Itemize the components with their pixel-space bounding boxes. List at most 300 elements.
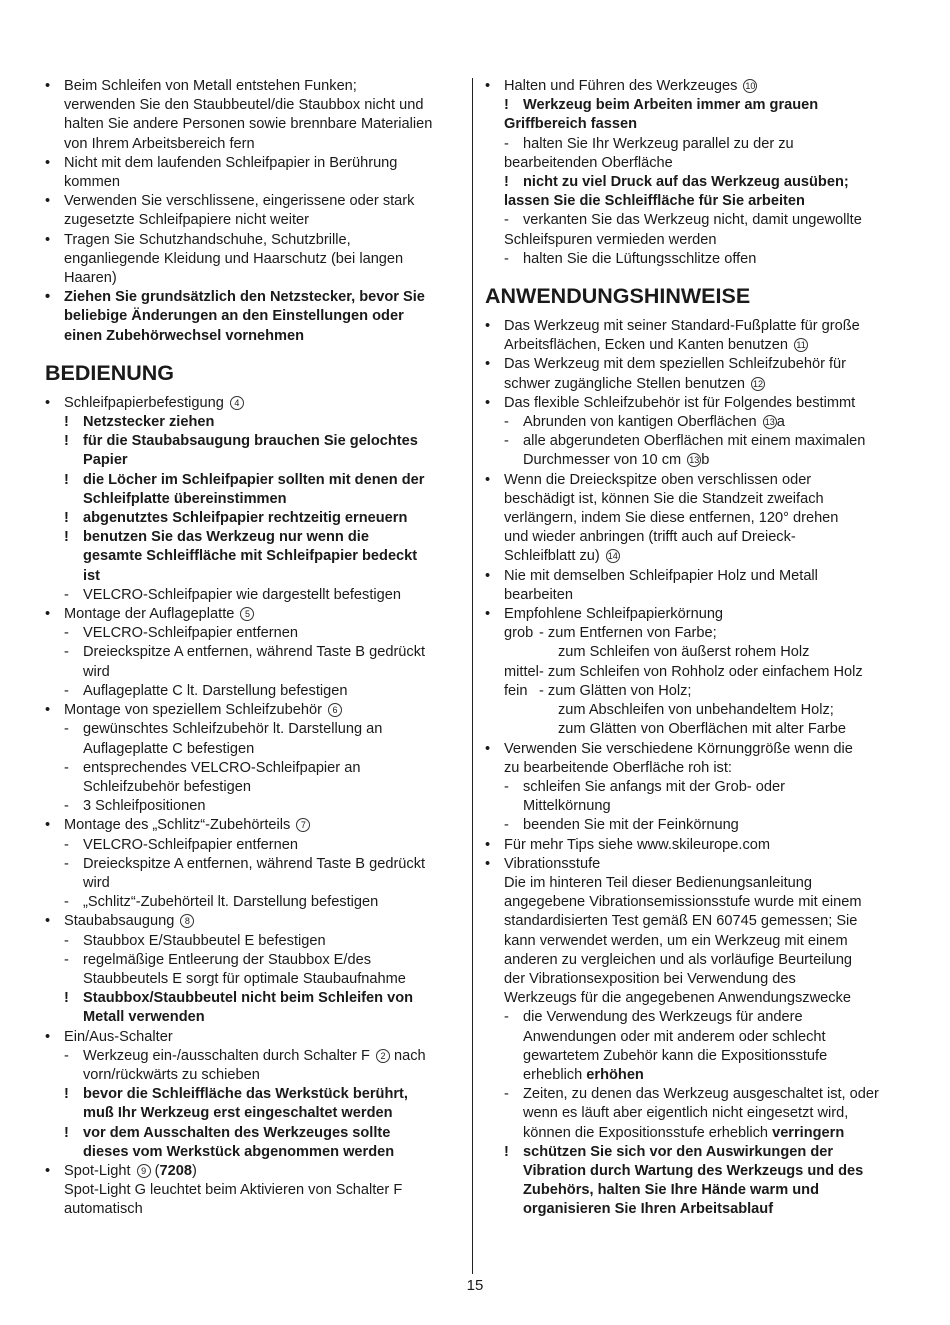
- line-text: [485, 394, 903, 413]
- text-run: Mittelkörnung: [523, 798, 611, 815]
- grit-label: grob: [504, 625, 534, 642]
- text-run: VELCRO-Schleifpapier wie dargestellt befestigen: [83, 586, 401, 603]
- text-run: zum Abschleifen von unbehandeltem Holz;: [558, 702, 834, 719]
- text-run: - zum Schleifen von Rohholz oder einfachem Holz: [539, 663, 863, 680]
- text-line: [485, 509, 903, 528]
- text-run: Griffbereich fassen: [504, 116, 638, 133]
- bullet-marker: •: [485, 394, 491, 411]
- text-run: Auflageplatte C lt. Darstellung befestigen: [83, 682, 348, 699]
- text-run: 3 Schleifpositionen: [83, 798, 206, 815]
- line-text: [485, 317, 903, 336]
- text-run: Verwenden Sie verschlissene, eingerissene oder stark: [64, 193, 415, 210]
- text-line: [45, 211, 463, 230]
- line-text: [485, 778, 903, 797]
- line-text: [485, 528, 903, 547]
- line-text: [45, 1200, 463, 1219]
- text-run: die Löcher im Schleifpapier sollten mit denen der: [83, 471, 425, 488]
- line-text: [45, 231, 463, 250]
- line-text: [45, 173, 463, 192]
- line-text: [45, 528, 463, 547]
- text-run: Staubbeutels E sorgt für optimale Staubaufnahme: [83, 970, 406, 987]
- text-line: [485, 1162, 903, 1181]
- text-line: [485, 528, 903, 547]
- text-line: [485, 1028, 903, 1047]
- line-text: [485, 1200, 903, 1219]
- text-run: wenn es läuft aber eigentlich nicht eingesetzt wird,: [523, 1105, 849, 1122]
- text-run: Staubbox E/Staubbeutel E befestigen: [83, 932, 326, 949]
- line-text: [485, 154, 903, 173]
- dash-marker: -: [504, 433, 509, 450]
- line-text: [45, 1047, 463, 1066]
- text-run: wird: [83, 663, 110, 680]
- line-text: [485, 874, 903, 893]
- line-text: [45, 509, 463, 528]
- line-text: [45, 912, 463, 931]
- text-run: (: [150, 1162, 160, 1179]
- text-line: [485, 624, 903, 643]
- line-text: [45, 1008, 463, 1027]
- dash-marker: -: [64, 586, 69, 603]
- line-text: [45, 413, 463, 432]
- text-run: verkanten Sie das Werkzeug nicht, damit ungewollte: [523, 212, 862, 229]
- text-run: schützen Sie sich vor den Auswirkungen der: [523, 1143, 834, 1160]
- text-line: [45, 605, 463, 624]
- text-line: [485, 1066, 903, 1085]
- text-run: enganliegende Kleidung und Haarschutz (bei langen: [64, 250, 404, 267]
- text-line: [485, 192, 903, 211]
- text-line: [45, 912, 463, 931]
- dash-marker: -: [504, 1009, 509, 1026]
- line-text: [45, 951, 463, 970]
- dash-marker: -: [504, 817, 509, 834]
- text-run: Vibration durch Wartung des Werkzeugs und des: [523, 1162, 864, 1179]
- text-run: Montage des „Schlitz“-Zubehörteils: [64, 817, 291, 834]
- text-run: Spot-Light: [64, 1162, 131, 1179]
- text-run: Vibrationsstufe: [504, 855, 601, 872]
- line-text: [45, 836, 463, 855]
- warning-marker: !: [64, 1086, 69, 1103]
- text-line: [485, 874, 903, 893]
- text-line: [45, 970, 463, 989]
- figure-reference-icon: 4: [230, 396, 244, 410]
- text-run: dieses vom Werkstück abgenommen werden: [83, 1143, 395, 1160]
- text-run: kommen: [64, 174, 120, 191]
- line-text: [45, 855, 463, 874]
- text-line: [485, 375, 903, 394]
- text-line: [485, 701, 903, 720]
- line-text: [485, 509, 903, 528]
- line-text: [485, 701, 903, 720]
- text-run: vor dem Ausschalten des Werkzeuges sollte: [83, 1124, 391, 1141]
- bold-text-run: verringern: [772, 1124, 845, 1141]
- text-line: [485, 797, 903, 816]
- text-line: [485, 663, 903, 682]
- text-run: kann verwendet werden, um ein Werkzeug mit einem: [504, 932, 848, 949]
- text-line: [485, 778, 903, 797]
- text-line: [45, 547, 463, 566]
- line-text: [485, 682, 903, 701]
- text-run: Arbeitsflächen, Ecken und Kanten benutzen: [504, 337, 788, 354]
- text-line: [45, 1008, 463, 1027]
- dash-marker: -: [64, 682, 69, 699]
- text-run: Abrunden von kantigen Oberflächen: [523, 414, 757, 431]
- bullet-marker: •: [45, 154, 51, 171]
- line-text: [45, 970, 463, 989]
- text-line: [485, 135, 903, 154]
- figure-reference-icon: 11: [794, 338, 808, 352]
- line-text: [45, 682, 463, 701]
- line-text: [485, 740, 903, 759]
- text-run: Dreieckspitze A entfernen, während Taste B gedrückt: [83, 644, 426, 661]
- text-run: abgenutztes Schleifpapier rechtzeitig erneuern: [83, 510, 408, 527]
- text-run: der Vibrationsexposition bei Verwendung des: [504, 970, 796, 987]
- text-run: Auflageplatte C befestigen: [83, 740, 255, 757]
- text-run: Tragen Sie Schutzhandschuhe, Schutzbrille,: [64, 231, 351, 248]
- text-line: [485, 970, 903, 989]
- text-line: [45, 932, 463, 951]
- text-line: [45, 663, 463, 682]
- text-line: [45, 1181, 463, 1200]
- text-line: [485, 605, 903, 624]
- text-line: [45, 643, 463, 662]
- text-line: [45, 586, 463, 605]
- text-run: ): [191, 1162, 197, 1179]
- text-line: [45, 1200, 463, 1219]
- bullet-marker: •: [45, 78, 51, 94]
- text-run: Papier: [83, 452, 128, 469]
- text-line: [485, 154, 903, 173]
- line-text: [45, 932, 463, 951]
- text-line: [485, 471, 903, 490]
- text-run: Ziehen Sie grundsätzlich den Netzstecker, bevor Sie: [64, 289, 425, 306]
- line-text: [485, 1008, 903, 1027]
- text-run: organisieren Sie Ihren Arbeitsablauf: [523, 1201, 774, 1218]
- text-run: Zeiten, zu denen das Werkzeug ausgeschaltet ist, oder: [523, 1086, 879, 1103]
- dash-marker: -: [64, 836, 69, 853]
- line-text: [485, 1028, 903, 1047]
- text-line: [45, 816, 463, 835]
- line-text: [485, 490, 903, 509]
- grit-label: fein: [504, 682, 528, 699]
- text-run: Halten und Führen des Werkzeuges: [504, 78, 738, 94]
- warning-marker: !: [64, 1124, 69, 1141]
- text-line: [45, 77, 463, 96]
- text-run: Anwendungen oder mit anderem oder schlecht: [523, 1028, 826, 1045]
- text-run: benutzen Sie das Werkzeug nur wenn die: [83, 529, 369, 546]
- text-line: [45, 135, 463, 154]
- text-run: bearbeiten: [504, 586, 573, 603]
- text-run: lassen Sie die Schleiffläche für Sie arbeiten: [504, 193, 805, 210]
- text-run: Das Werkzeug mit seiner Standard-Fußplatte für große: [504, 318, 860, 335]
- text-run: VELCRO-Schleifpapier entfernen: [83, 836, 298, 853]
- section-heading: ANWENDUNGSHINWEISE: [485, 284, 751, 309]
- line-text: [45, 778, 463, 797]
- line-text: [45, 893, 463, 912]
- text-line: [485, 336, 903, 355]
- text-line: [485, 1104, 903, 1123]
- line-text: [45, 797, 463, 816]
- line-text: [485, 547, 903, 566]
- text-line: [485, 451, 903, 470]
- text-line: [45, 327, 463, 346]
- warning-marker: !: [64, 510, 69, 527]
- dash-marker: -: [64, 1047, 69, 1064]
- grit-label: mittel: [504, 663, 539, 680]
- bullet-marker: •: [485, 855, 491, 872]
- text-line: [45, 413, 463, 432]
- line-text: [45, 547, 463, 566]
- text-line: [485, 816, 903, 835]
- column-divider: [472, 78, 473, 1274]
- text-line: [485, 720, 903, 739]
- line-text: [485, 624, 903, 643]
- bullet-marker: •: [45, 1162, 51, 1179]
- line-text: [45, 567, 463, 586]
- line-text: [45, 1028, 463, 1047]
- line-text: [485, 471, 903, 490]
- text-line: [485, 250, 903, 269]
- text-run: schwer zugängliche Stellen benutzen: [504, 375, 745, 392]
- text-run: zu bearbeitende Oberfläche roh ist:: [504, 759, 732, 776]
- bullet-marker: •: [485, 471, 491, 488]
- text-line: [485, 1181, 903, 1200]
- bullet-marker: •: [45, 394, 51, 411]
- text-line: [45, 490, 463, 509]
- text-line: [485, 912, 903, 931]
- bold-text-run: erhöhen: [586, 1066, 644, 1083]
- text-line: [485, 115, 903, 134]
- line-text: [485, 1085, 903, 1104]
- bullet-marker: •: [485, 78, 491, 94]
- bullet-marker: •: [45, 702, 51, 719]
- line-text: [485, 970, 903, 989]
- text-run: Verwenden Sie verschiedene Körnunggröße wenn die: [504, 740, 853, 757]
- text-line: [485, 1008, 903, 1027]
- text-run: gesamte Schleiffläche mit Schleifpapier bedeckt: [83, 548, 418, 565]
- bullet-marker: •: [485, 356, 491, 373]
- text-line: [485, 855, 903, 874]
- text-line: [45, 250, 463, 269]
- text-line: [485, 432, 903, 451]
- dash-marker: -: [64, 644, 69, 661]
- line-text: [485, 893, 903, 912]
- text-line: [485, 211, 903, 230]
- line-text: [45, 490, 463, 509]
- right-column: [485, 77, 903, 1220]
- text-line: [45, 288, 463, 307]
- text-run: Ein/Aus-Schalter: [64, 1028, 173, 1045]
- text-run: beenden Sie mit der Feinkörnung: [523, 817, 739, 834]
- line-text: [485, 432, 903, 451]
- line-text: [45, 720, 463, 739]
- bullet-marker: •: [45, 913, 51, 930]
- line-text: [485, 115, 903, 134]
- line-text: [45, 1162, 463, 1181]
- text-line: [485, 932, 903, 951]
- figure-reference-icon: 8: [180, 914, 194, 928]
- text-run: erheblich: [523, 1066, 587, 1083]
- figure-reference-icon: 6: [328, 703, 342, 717]
- text-line: [485, 643, 903, 662]
- text-line: [45, 740, 463, 759]
- text-run: angegebene Vibrationsemissionsstufe wurde mit einem: [504, 894, 862, 911]
- figure-reference-icon: 2: [376, 1049, 390, 1063]
- text-run: Dreieckspitze A entfernen, während Taste B gedrückt: [83, 855, 426, 872]
- text-line: [45, 836, 463, 855]
- text-run: Empfohlene Schleifpapierkörnung: [504, 606, 724, 623]
- figure-reference-icon: 13: [764, 417, 775, 428]
- text-line: [485, 1047, 903, 1066]
- line-text: [485, 643, 903, 662]
- text-run: ist: [83, 567, 101, 584]
- text-run: halten Sie Ihr Werkzeug parallel zu der zu: [523, 135, 794, 152]
- text-run: „Schlitz“-Zubehörteil lt. Darstellung befestigen: [83, 894, 379, 911]
- line-text: [45, 663, 463, 682]
- line-text: [485, 1143, 903, 1162]
- text-line: [45, 951, 463, 970]
- text-run: Staubabsaugung: [64, 913, 175, 930]
- text-line: [45, 1162, 463, 1181]
- line-text: [485, 211, 903, 230]
- text-line: [45, 874, 463, 893]
- figure-reference-icon: 13: [689, 455, 700, 466]
- line-text: [485, 96, 903, 115]
- text-line: [485, 740, 903, 759]
- text-run: Das Werkzeug mit dem speziellen Schleifzubehör für: [504, 356, 847, 373]
- text-line: [485, 567, 903, 586]
- text-line: [485, 547, 903, 566]
- text-run: nach: [389, 1047, 426, 1064]
- text-line: [45, 1028, 463, 1047]
- text-run: Durchmesser von 10 cm: [523, 452, 682, 469]
- text-run: Werkzeug ein-/ausschalten durch Schalter F: [83, 1047, 370, 1064]
- line-text: [485, 1047, 903, 1066]
- text-run: a: [776, 414, 785, 431]
- line-text: [485, 1181, 903, 1200]
- line-text: [45, 307, 463, 326]
- warning-marker: !: [64, 529, 69, 546]
- line-text: [485, 375, 903, 394]
- line-text: [485, 1066, 903, 1085]
- text-line: [45, 231, 463, 250]
- text-line: [45, 1085, 463, 1104]
- line-text: [485, 173, 903, 192]
- text-line: [45, 394, 463, 413]
- section-heading: BEDIENUNG: [45, 360, 175, 385]
- text-line: [45, 173, 463, 192]
- line-text: [45, 154, 463, 173]
- text-run: regelmäßige Entleerung der Staubbox E/des: [83, 951, 371, 968]
- line-text: [485, 720, 903, 739]
- text-run: von Ihrem Arbeitsbereich fern: [64, 135, 255, 152]
- line-text: [485, 567, 903, 586]
- text-run: zum Schleifen von äußerst rohem Holz: [558, 644, 810, 661]
- text-run: automatisch: [64, 1201, 143, 1218]
- text-line: [485, 317, 903, 336]
- text-run: - zum Glätten von Holz;: [539, 682, 692, 699]
- text-run: Netzstecker ziehen: [83, 414, 215, 431]
- warning-marker: !: [64, 414, 69, 431]
- text-run: Die im hinteren Teil dieser Bedienungsanleitung: [504, 874, 813, 891]
- line-text: [485, 192, 903, 211]
- text-run: VELCRO-Schleifpapier entfernen: [83, 625, 298, 642]
- line-text: [45, 605, 463, 624]
- text-run: Das flexible Schleifzubehör ist für Folgendes bestimmt: [504, 394, 856, 411]
- text-run: bearbeitenden Oberfläche: [504, 154, 673, 171]
- text-line: [485, 173, 903, 192]
- bullet-marker: •: [45, 1028, 51, 1045]
- dash-marker: -: [64, 721, 69, 738]
- text-run: verlängern, indem Sie diese entfernen, 120° drehen: [504, 510, 839, 527]
- line-text: [485, 135, 903, 154]
- text-line: [45, 1143, 463, 1162]
- text-run: halten Sie die Lüftungsschlitze offen: [523, 250, 757, 267]
- text-run: Zubehörs, halten Sie Ihre Hände warm und: [523, 1182, 819, 1199]
- line-text: [485, 797, 903, 816]
- bullet-marker: •: [485, 740, 491, 757]
- line-text: [45, 192, 463, 211]
- text-line: [45, 682, 463, 701]
- text-line: [45, 96, 463, 115]
- text-run: Wenn die Dreieckspitze oben verschlissen oder: [504, 471, 812, 488]
- bullet-marker: •: [45, 817, 51, 834]
- text-run: beschädigt ist, können Sie die Standzeit zweifach: [504, 490, 824, 507]
- text-run: Staubbox/Staubbeutel nicht beim Schleifen von: [83, 990, 414, 1007]
- line-text: [45, 432, 463, 451]
- text-run: schleifen Sie anfangs mit der Grob- oder: [523, 778, 786, 795]
- text-run: für die Staubabsaugung brauchen Sie gelochtes: [83, 433, 418, 450]
- text-run: - zum Entfernen von Farbe;: [539, 625, 717, 642]
- text-run: Beim Schleifen von Metall entstehen Funken;: [64, 78, 357, 94]
- text-line: [45, 154, 463, 173]
- line-text: [45, 288, 463, 307]
- text-run: Werkzeugs für die angegebenen Anwendungszwecke: [504, 990, 851, 1007]
- dash-marker: -: [64, 932, 69, 949]
- text-run: Montage der Auflageplatte: [64, 606, 235, 623]
- text-line: [45, 720, 463, 739]
- line-text: [45, 394, 463, 413]
- dash-marker: -: [504, 250, 509, 267]
- line-text: [45, 816, 463, 835]
- figure-reference-icon: 14: [607, 551, 618, 562]
- bullet-marker: •: [485, 606, 491, 623]
- text-run: Haaren): [64, 270, 117, 287]
- text-run: Schleifzubehör befestigen: [83, 778, 251, 795]
- line-text: [485, 932, 903, 951]
- warning-marker: !: [504, 174, 509, 191]
- text-line: [45, 1124, 463, 1143]
- text-line: [45, 115, 463, 134]
- line-text: [45, 451, 463, 470]
- text-line: [45, 432, 463, 451]
- text-run: Nicht mit dem laufenden Schleifpapier in Berührung: [64, 154, 398, 171]
- text-line: [485, 951, 903, 970]
- text-run: die Verwendung des Werkzeugs für andere: [523, 1009, 803, 1026]
- bullet-marker: •: [45, 193, 51, 210]
- line-text: [485, 1124, 903, 1143]
- text-line: [45, 989, 463, 1008]
- text-line: [45, 451, 463, 470]
- text-line: [485, 413, 903, 432]
- line-text: [45, 874, 463, 893]
- text-run: standardisierten Test gemäß EN 60745 gemessen; Sie: [504, 913, 858, 930]
- text-run: zum Glätten von Oberflächen mit alter Farbe: [558, 721, 846, 738]
- line-text: [45, 701, 463, 720]
- dash-marker: -: [504, 778, 509, 795]
- text-line: [45, 855, 463, 874]
- warning-marker: !: [64, 433, 69, 450]
- dash-marker: -: [64, 855, 69, 872]
